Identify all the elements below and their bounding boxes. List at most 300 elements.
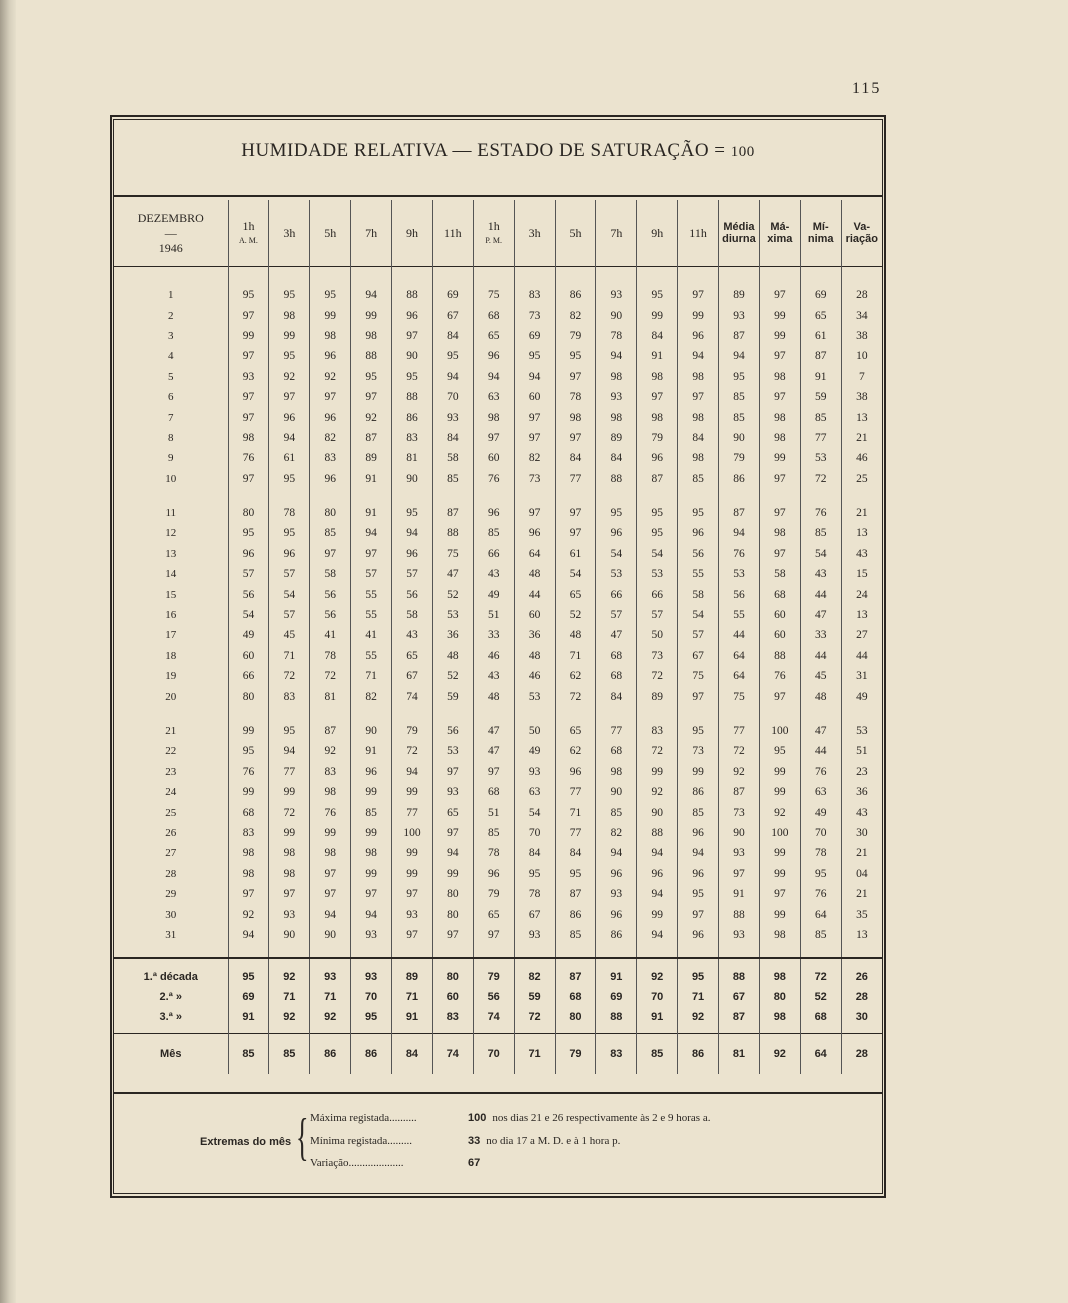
value-cell: 96 [678, 925, 719, 958]
value-cell: 59 [432, 686, 473, 706]
value-cell: 48 [473, 686, 514, 706]
day-cell: 17 [114, 625, 228, 645]
value-cell: 80 [555, 1007, 596, 1034]
value-cell: 72 [800, 469, 841, 489]
value-cell: 80 [228, 686, 269, 706]
value-cell: 65 [473, 326, 514, 346]
value-cell: 77 [555, 823, 596, 843]
summary-row [114, 958, 882, 987]
value-cell: 95 [392, 367, 433, 387]
value-cell: 53 [514, 686, 555, 706]
day-cell: 31 [114, 925, 228, 958]
value-cell: 84 [678, 428, 719, 448]
value-cell: 56 [228, 584, 269, 604]
value-cell: 54 [269, 584, 310, 604]
value-cell: 97 [228, 407, 269, 427]
value-cell: 49 [514, 741, 555, 761]
value-cell: 97 [759, 469, 800, 489]
value-cell: 95 [678, 489, 719, 523]
value-cell: 94 [596, 346, 637, 366]
value-cell: 68 [473, 305, 514, 325]
day-cell: 4 [114, 346, 228, 366]
value-cell: 62 [555, 666, 596, 686]
value-cell: 77 [596, 707, 637, 741]
value-cell: 93 [351, 925, 392, 958]
day-cell: 21 [114, 707, 228, 741]
value-cell: 96 [678, 864, 719, 884]
day-cell: 14 [114, 564, 228, 584]
value-cell: 57 [678, 625, 719, 645]
day-cell: 5 [114, 367, 228, 387]
value-cell: 53 [637, 564, 678, 584]
value-cell: 99 [228, 707, 269, 741]
value-cell: 64 [800, 1034, 841, 1075]
title-text: HUMIDADE RELATIVA — ESTADO DE SATURAÇÃO [241, 140, 710, 161]
value-cell: 97 [392, 326, 433, 346]
value-cell: 83 [432, 1007, 473, 1034]
value-cell: 69 [228, 987, 269, 1007]
value-cell: 98 [759, 925, 800, 958]
value-cell: 94 [269, 428, 310, 448]
value-cell: 99 [759, 843, 800, 863]
hour-header: 7h [596, 200, 637, 267]
value-cell: 84 [514, 843, 555, 863]
month-dash: — [164, 225, 177, 240]
value-cell: 88 [392, 267, 433, 306]
value-cell: 71 [555, 802, 596, 822]
value-cell: 54 [228, 605, 269, 625]
extreme-min-value: 33 no dia 17 a M. D. e à 1 hora p. [468, 1135, 621, 1147]
value-cell: 95 [269, 346, 310, 366]
day-cell: 2 [114, 305, 228, 325]
value-cell: 04 [856, 867, 868, 880]
value-cell: 68 [555, 987, 596, 1007]
hour-header: 1h A. M. [228, 200, 269, 267]
value-cell: 45 [269, 625, 310, 645]
value-cell: 94 [351, 904, 392, 924]
value-cell: 44 [856, 649, 868, 662]
value-cell: 87 [637, 469, 678, 489]
value-cell: 92 [269, 958, 310, 987]
value-cell: 87 [719, 489, 760, 523]
value-cell: 76 [228, 448, 269, 468]
value-cell: 99 [759, 782, 800, 802]
table-row [114, 707, 882, 741]
value-cell: 52 [555, 605, 596, 625]
table-row [114, 523, 882, 543]
value-cell: 97 [759, 686, 800, 706]
value-cell: 97 [678, 904, 719, 924]
value-cell: 95 [269, 469, 310, 489]
value-cell: 95 [432, 346, 473, 366]
value-cell: 23 [856, 765, 868, 778]
month-row [114, 1034, 882, 1075]
value-cell: 91 [719, 884, 760, 904]
value-cell: 99 [759, 448, 800, 468]
value-cell: 50 [637, 625, 678, 645]
value-cell: 88 [596, 469, 637, 489]
value-cell: 90 [719, 823, 760, 843]
value-cell: 44 [514, 584, 555, 604]
value-cell: 36 [432, 625, 473, 645]
day-cell: 22 [114, 741, 228, 761]
value-cell: 70 [473, 1034, 514, 1075]
value-cell: 90 [269, 925, 310, 958]
value-cell: 53 [432, 741, 473, 761]
value-cell: 57 [269, 564, 310, 584]
value-cell: 97 [228, 884, 269, 904]
value-cell: 88 [351, 346, 392, 366]
value-cell: 97 [269, 387, 310, 407]
value-cell: 77 [555, 469, 596, 489]
value-cell: 15 [856, 568, 868, 581]
value-cell: 57 [596, 605, 637, 625]
value-cell: 30 [855, 1011, 868, 1024]
value-cell: 64 [800, 904, 841, 924]
value-cell: 90 [596, 782, 637, 802]
value-cell: 79 [637, 428, 678, 448]
value-cell: 58 [432, 448, 473, 468]
day-cell: 26 [114, 823, 228, 843]
value-cell: 99 [637, 904, 678, 924]
value-cell: 91 [596, 958, 637, 987]
value-cell: 68 [800, 1007, 841, 1034]
table-row [114, 346, 882, 366]
value-cell: 98 [759, 523, 800, 543]
value-cell: 81 [719, 1034, 760, 1075]
value-cell: 68 [473, 782, 514, 802]
stat-header-mean: Média diurna [719, 200, 760, 267]
value-cell: 75 [473, 267, 514, 306]
value-cell: 95 [555, 346, 596, 366]
value-cell: 51 [856, 745, 868, 758]
value-cell: 71 [514, 1034, 555, 1075]
value-cell: 91 [392, 1007, 433, 1034]
summary-label: 1.ª década [114, 958, 228, 987]
value-cell: 44 [719, 625, 760, 645]
value-cell: 96 [678, 523, 719, 543]
value-cell: 87 [432, 489, 473, 523]
value-cell: 88 [432, 523, 473, 543]
value-cell: 99 [310, 823, 351, 843]
table-row [114, 407, 882, 427]
value-cell: 100 [759, 823, 800, 843]
value-cell: 75 [432, 544, 473, 564]
value-cell: 60 [432, 987, 473, 1007]
value-cell: 98 [269, 864, 310, 884]
value-cell: 63 [800, 782, 841, 802]
value-cell: 98 [678, 448, 719, 468]
value-cell: 60 [514, 605, 555, 625]
value-cell: 93 [514, 925, 555, 958]
value-cell: 53 [856, 725, 868, 737]
value-cell: 80 [432, 958, 473, 987]
value-cell: 66 [596, 584, 637, 604]
value-cell: 74 [473, 1007, 514, 1034]
table-row [114, 564, 882, 584]
table-body [114, 267, 882, 1075]
value-cell: 56 [392, 584, 433, 604]
value-cell: 76 [800, 762, 841, 782]
value-cell: 97 [473, 762, 514, 782]
value-cell: 94 [351, 267, 392, 306]
table-row [114, 802, 882, 822]
value-cell: 26 [841, 958, 882, 987]
value-cell: 52 [432, 584, 473, 604]
value-cell: 91 [637, 346, 678, 366]
value-cell: 87 [719, 782, 760, 802]
value-cell: 95 [228, 958, 269, 987]
value-cell: 83 [637, 707, 678, 741]
table-row [114, 666, 882, 686]
value-cell: 95 [678, 884, 719, 904]
value-cell: 99 [759, 326, 800, 346]
value-cell: 68 [596, 741, 637, 761]
value-cell: 70 [351, 987, 392, 1007]
value-cell: 92 [269, 1007, 310, 1034]
value-cell: 93 [719, 925, 760, 958]
value-cell: 87 [310, 707, 351, 741]
value-cell: 92 [759, 1034, 800, 1075]
value-cell: 78 [514, 884, 555, 904]
summary-label: 3.ª » [114, 1007, 228, 1034]
value-cell: 58 [310, 564, 351, 584]
value-cell: 97 [392, 884, 433, 904]
value-cell: 63 [514, 782, 555, 802]
value-cell: 90 [392, 469, 433, 489]
table-row [114, 428, 882, 448]
value-cell: 93 [228, 367, 269, 387]
value-cell: 94 [719, 346, 760, 366]
value-cell: 21 [856, 431, 868, 444]
value-cell: 28 [841, 1034, 882, 1075]
value-cell: 81 [310, 686, 351, 706]
value-cell: 57 [269, 605, 310, 625]
value-cell: 95 [228, 267, 269, 306]
day-cell: 16 [114, 605, 228, 625]
value-cell: 71 [310, 987, 351, 1007]
value-cell: 83 [269, 686, 310, 706]
value-cell: 97 [351, 544, 392, 564]
value-cell: 95 [759, 741, 800, 761]
value-cell: 51 [473, 605, 514, 625]
day-cell: 29 [114, 884, 228, 904]
value-cell: 77 [555, 782, 596, 802]
value-cell: 86 [392, 407, 433, 427]
value-cell: 88 [759, 646, 800, 666]
value-cell: 54 [555, 564, 596, 584]
value-cell: 97 [678, 267, 719, 306]
value-cell: 95 [678, 958, 719, 987]
value-cell: 93 [596, 387, 637, 407]
value-cell: 96 [269, 407, 310, 427]
value-cell: 30 [856, 826, 868, 839]
value-cell: 97 [310, 387, 351, 407]
value-cell: 13 [856, 609, 868, 622]
value-cell: 93 [392, 904, 433, 924]
value-cell: 71 [678, 987, 719, 1007]
value-cell: 91 [637, 1007, 678, 1034]
value-cell: 99 [759, 762, 800, 782]
value-cell: 93 [719, 843, 760, 863]
value-cell: 82 [310, 428, 351, 448]
value-cell: 96 [596, 864, 637, 884]
value-cell: 89 [596, 428, 637, 448]
value-cell: 66 [228, 666, 269, 686]
value-cell: 97 [514, 489, 555, 523]
value-cell: 76 [228, 762, 269, 782]
value-cell: 98 [228, 843, 269, 863]
hour-header: 11h [432, 200, 473, 267]
value-cell: 74 [432, 1034, 473, 1075]
value-cell: 77 [719, 707, 760, 741]
value-cell: 48 [555, 625, 596, 645]
value-cell: 92 [351, 407, 392, 427]
value-cell: 99 [351, 782, 392, 802]
value-cell: 98 [759, 428, 800, 448]
value-cell: 66 [473, 544, 514, 564]
value-cell: 85 [596, 802, 637, 822]
value-cell: 87 [555, 884, 596, 904]
value-cell: 86 [555, 904, 596, 924]
value-cell: 96 [637, 448, 678, 468]
value-cell: 85 [719, 407, 760, 427]
value-cell: 99 [351, 823, 392, 843]
header-row [114, 200, 882, 267]
value-cell: 94 [637, 884, 678, 904]
value-cell: 76 [473, 469, 514, 489]
value-cell: 85 [555, 925, 596, 958]
value-cell: 76 [800, 489, 841, 523]
value-cell: 60 [759, 625, 800, 645]
table-row [114, 448, 882, 468]
value-cell: 97 [473, 428, 514, 448]
value-cell: 72 [514, 1007, 555, 1034]
value-cell: 10 [856, 350, 868, 363]
table-row [114, 925, 882, 958]
value-cell: 100 [392, 823, 433, 843]
value-cell: 96 [392, 544, 433, 564]
value-cell: 96 [678, 823, 719, 843]
value-cell: 95 [310, 267, 351, 306]
table-row [114, 864, 882, 884]
value-cell: 94 [678, 843, 719, 863]
stat-header-min: Mí- nima [800, 200, 841, 267]
value-cell: 92 [269, 367, 310, 387]
value-cell: 77 [269, 762, 310, 782]
value-cell: 96 [310, 346, 351, 366]
value-cell: 98 [637, 407, 678, 427]
value-cell: 90 [719, 428, 760, 448]
value-cell: 99 [637, 762, 678, 782]
value-cell: 84 [596, 686, 637, 706]
value-cell: 46 [473, 646, 514, 666]
value-cell: 99 [759, 864, 800, 884]
value-cell: 94 [432, 367, 473, 387]
value-cell: 72 [637, 741, 678, 761]
value-cell: 79 [473, 884, 514, 904]
value-cell: 72 [637, 666, 678, 686]
value-cell: 96 [310, 407, 351, 427]
value-cell: 93 [596, 884, 637, 904]
value-cell: 87 [351, 428, 392, 448]
value-cell: 78 [473, 843, 514, 863]
value-cell: 31 [856, 670, 868, 683]
book-spine-shadow [0, 0, 16, 1303]
value-cell: 87 [555, 958, 596, 987]
value-cell: 13 [856, 527, 868, 540]
value-cell: 41 [351, 625, 392, 645]
value-cell: 55 [678, 564, 719, 584]
value-cell: 73 [514, 469, 555, 489]
value-cell: 95 [514, 864, 555, 884]
value-cell: 75 [719, 686, 760, 706]
value-cell: 78 [269, 489, 310, 523]
value-cell: 97 [555, 428, 596, 448]
value-cell: 49 [473, 584, 514, 604]
value-cell: 94 [514, 367, 555, 387]
value-cell: 80 [759, 987, 800, 1007]
table-row [114, 884, 882, 904]
value-cell: 88 [637, 823, 678, 843]
value-cell: 86 [678, 782, 719, 802]
value-cell: 68 [596, 646, 637, 666]
value-cell: 47 [800, 605, 841, 625]
value-cell: 90 [596, 305, 637, 325]
value-cell: 99 [310, 305, 351, 325]
value-cell: 49 [228, 625, 269, 645]
value-cell: 78 [310, 646, 351, 666]
table-row [114, 469, 882, 489]
value-cell: 87 [800, 346, 841, 366]
value-cell: 88 [596, 1007, 637, 1034]
value-cell: 53 [596, 564, 637, 584]
value-cell: 7 [858, 370, 865, 383]
value-cell: 90 [392, 346, 433, 366]
value-cell: 99 [351, 864, 392, 884]
value-cell: 97 [678, 686, 719, 706]
value-cell: 92 [310, 741, 351, 761]
value-cell: 94 [637, 925, 678, 958]
value-cell: 83 [310, 448, 351, 468]
value-cell: 84 [392, 1034, 433, 1075]
value-cell: 57 [637, 605, 678, 625]
extreme-range-label: Variação.................... [310, 1157, 404, 1169]
value-cell: 98 [596, 367, 637, 387]
value-cell: 46 [514, 666, 555, 686]
value-cell: 99 [678, 305, 719, 325]
value-cell: 28 [856, 289, 868, 302]
value-cell: 97 [473, 925, 514, 958]
value-cell: 43 [473, 564, 514, 584]
hour-header: 7h [351, 200, 392, 267]
value-cell: 65 [432, 802, 473, 822]
value-cell: 98 [310, 326, 351, 346]
stat-header-max: Má- xima [759, 200, 800, 267]
value-cell: 98 [759, 958, 800, 987]
value-cell: 98 [759, 367, 800, 387]
value-cell: 96 [392, 305, 433, 325]
value-cell: 27 [856, 629, 868, 642]
day-cell: 1 [114, 267, 228, 306]
value-cell: 58 [392, 605, 433, 625]
footer-separator [114, 1092, 882, 1094]
value-cell: 72 [269, 802, 310, 822]
value-cell: 73 [514, 305, 555, 325]
value-cell: 46 [856, 452, 868, 465]
value-cell: 43 [392, 625, 433, 645]
value-cell: 43 [800, 564, 841, 584]
